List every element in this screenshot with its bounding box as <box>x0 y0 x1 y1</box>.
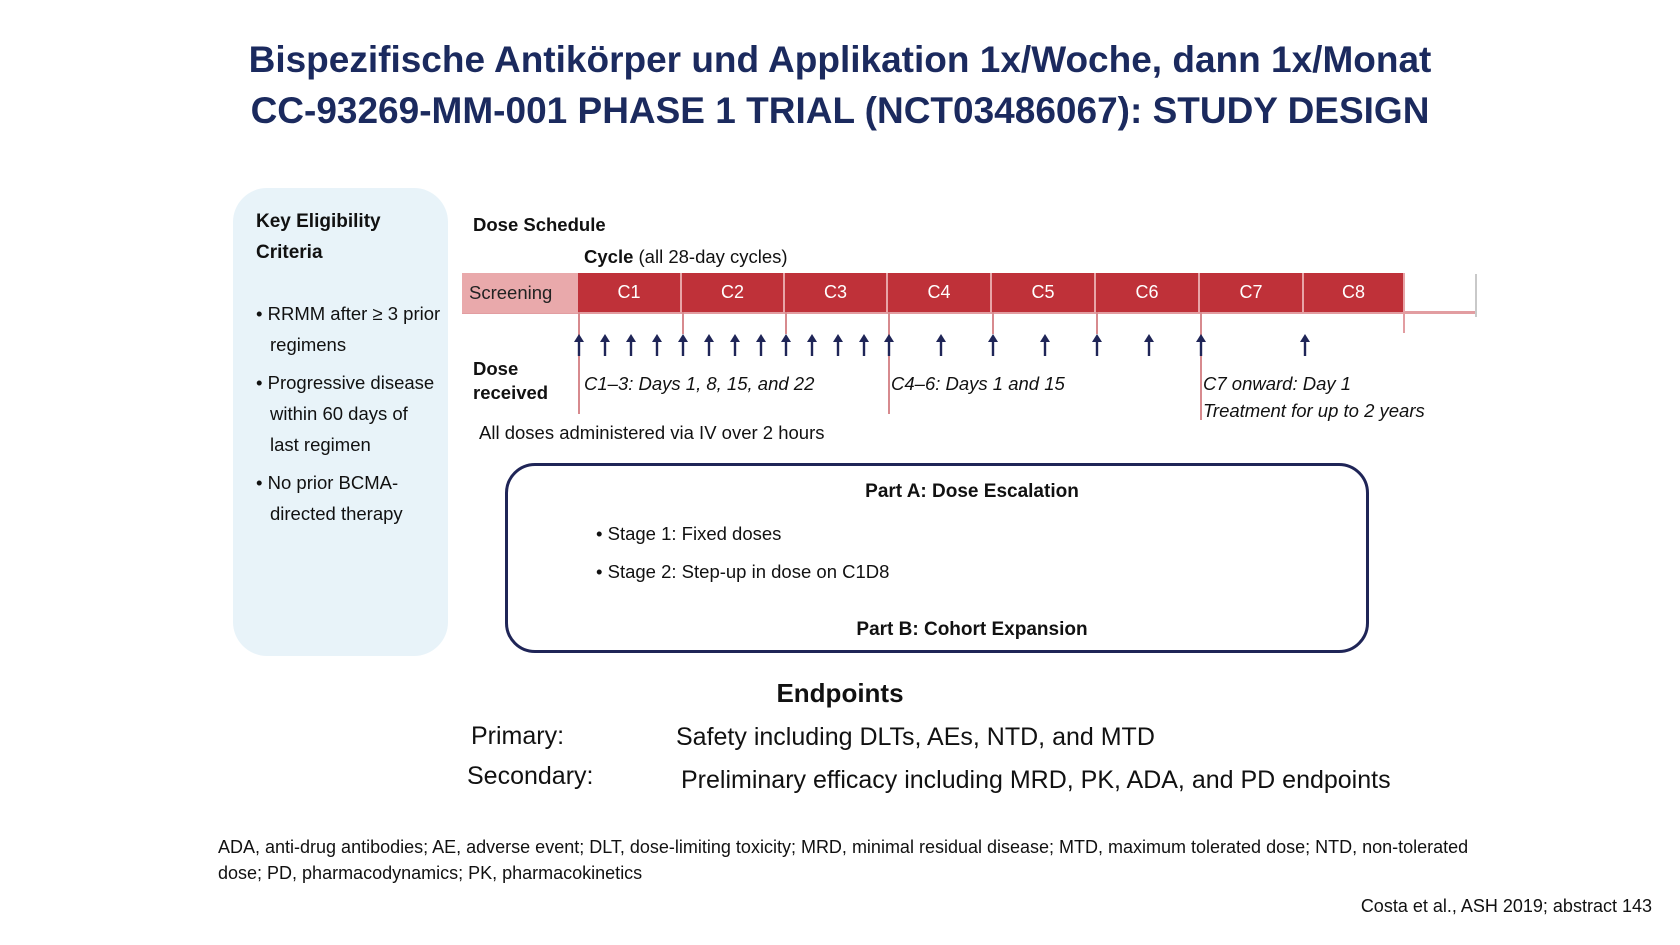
treatment-duration: Treatment for up to 2 years <box>1203 400 1425 421</box>
cycle-label: Cycle <box>584 246 634 267</box>
secondary-label: Secondary: <box>467 762 594 790</box>
cycle-segment-c1: C1 <box>578 273 682 312</box>
dose-arrow-icon <box>703 333 715 357</box>
secondary-value: Preliminary efficacy including MRD, PK, ADA, and PD endpoints <box>681 766 1391 794</box>
abbreviations-footnote: ADA, anti-drug antibodies; AE, adverse event; DLT, dose-limiting toxicity; MRD, minimal residual disease; MTD, maximum tolerated dose; NTD, non-tolerated dose; PD, pharmacodynamics; PK, pharmacokinetics <box>218 837 1469 883</box>
part-b-heading: Part B: Cohort Expansion <box>856 619 1088 640</box>
dose-arrow-icon <box>1299 333 1311 357</box>
dose-arrow-icon <box>832 333 844 357</box>
cycle-caption <box>584 246 788 268</box>
dose-received-label: Dose received <box>473 358 549 403</box>
cycle-segment-c8: C8 <box>1304 273 1405 312</box>
cycle-segment-c5: C5 <box>992 273 1096 312</box>
eligibility-item: • RRMM after ≥ 3 prior regimens <box>256 303 441 355</box>
stage-1-item: • Stage 1: Fixed doses <box>596 523 782 544</box>
endpoints-heading: Endpoints <box>776 678 904 708</box>
timeline-end-tick <box>1475 274 1477 317</box>
dose-arrow-icon <box>729 333 741 357</box>
eligibility-heading: Key Eligibility Criteria <box>256 211 381 263</box>
timeline-c8-tick <box>1403 311 1405 333</box>
dose-arrow-icon <box>755 333 767 357</box>
dose-arrow-icon <box>1091 333 1103 357</box>
eligibility-item: • No prior BCMA-directed therapy <box>256 472 403 524</box>
dose-arrow-icon <box>883 333 895 357</box>
group-separator-c4 <box>888 312 890 414</box>
cycle-segment-c7: C7 <box>1200 273 1304 312</box>
cycle-segment-c3: C3 <box>785 273 888 312</box>
cycle-note: (all 28-day cycles) <box>638 246 788 267</box>
primary-label: Primary: <box>471 722 565 750</box>
iv-note: All doses administered via IV over 2 hours <box>479 422 825 443</box>
part-a-heading: Part A: Dose Escalation <box>865 481 1079 502</box>
dose-arrow-icon <box>651 333 663 357</box>
cycle-segment-c2: C2 <box>682 273 785 312</box>
cycle-tick <box>785 312 787 334</box>
dose-arrow-icon <box>806 333 818 357</box>
dose-arrow-icon <box>1143 333 1155 357</box>
dose-arrow-icon <box>1039 333 1051 357</box>
dose-arrow-icon <box>987 333 999 357</box>
cycle-segment-c6: C6 <box>1096 273 1200 312</box>
cycle-segment-c4: C4 <box>888 273 992 312</box>
citation: Costa et al., ASH 2019; abstract 143 <box>1360 896 1652 916</box>
group-separator-c1 <box>578 312 580 414</box>
cycle-tick <box>992 312 994 334</box>
dose-arrow-icon <box>573 333 585 357</box>
dose-group-c4-c6: C4–6: Days 1 and 15 <box>891 373 1065 394</box>
primary-value: Safety including DLTs, AEs, NTD, and MTD <box>676 723 1155 751</box>
slide-title-line-2: CC-93269-MM-001 PHASE 1 TRIAL (NCT03486067): STUDY DESIGN <box>250 90 1430 131</box>
dose-group-c7-onward: C7 onward: Day 1 <box>1203 373 1352 394</box>
screening-segment: Screening <box>462 273 578 313</box>
dose-schedule-heading: Dose Schedule <box>473 214 606 235</box>
cycle-tick <box>1096 312 1098 334</box>
dose-arrow-icon <box>599 333 611 357</box>
study-parts-box <box>505 463 1369 653</box>
slide-title-line-1: Bispezifische Antikörper und Applikation 1x/Woche, dann 1x/Monat <box>248 39 1432 80</box>
cycle-tick <box>682 312 684 334</box>
group-separator-c7 <box>1200 312 1202 420</box>
dose-arrow-icon <box>780 333 792 357</box>
dose-arrow-icon <box>677 333 689 357</box>
dose-arrow-icon <box>858 333 870 357</box>
dose-arrow-icon <box>625 333 637 357</box>
dose-arrow-icon <box>935 333 947 357</box>
dose-arrow-icon <box>1195 333 1207 357</box>
eligibility-item: • Progressive disease within 60 days of last regimen <box>256 372 435 455</box>
dose-group-c1-c3: C1–3: Days 1, 8, 15, and 22 <box>584 373 815 394</box>
eligibility-panel <box>233 188 448 656</box>
stage-2-item: • Stage 2: Step-up in dose on C1D8 <box>596 561 890 582</box>
eligibility-list <box>256 298 441 536</box>
